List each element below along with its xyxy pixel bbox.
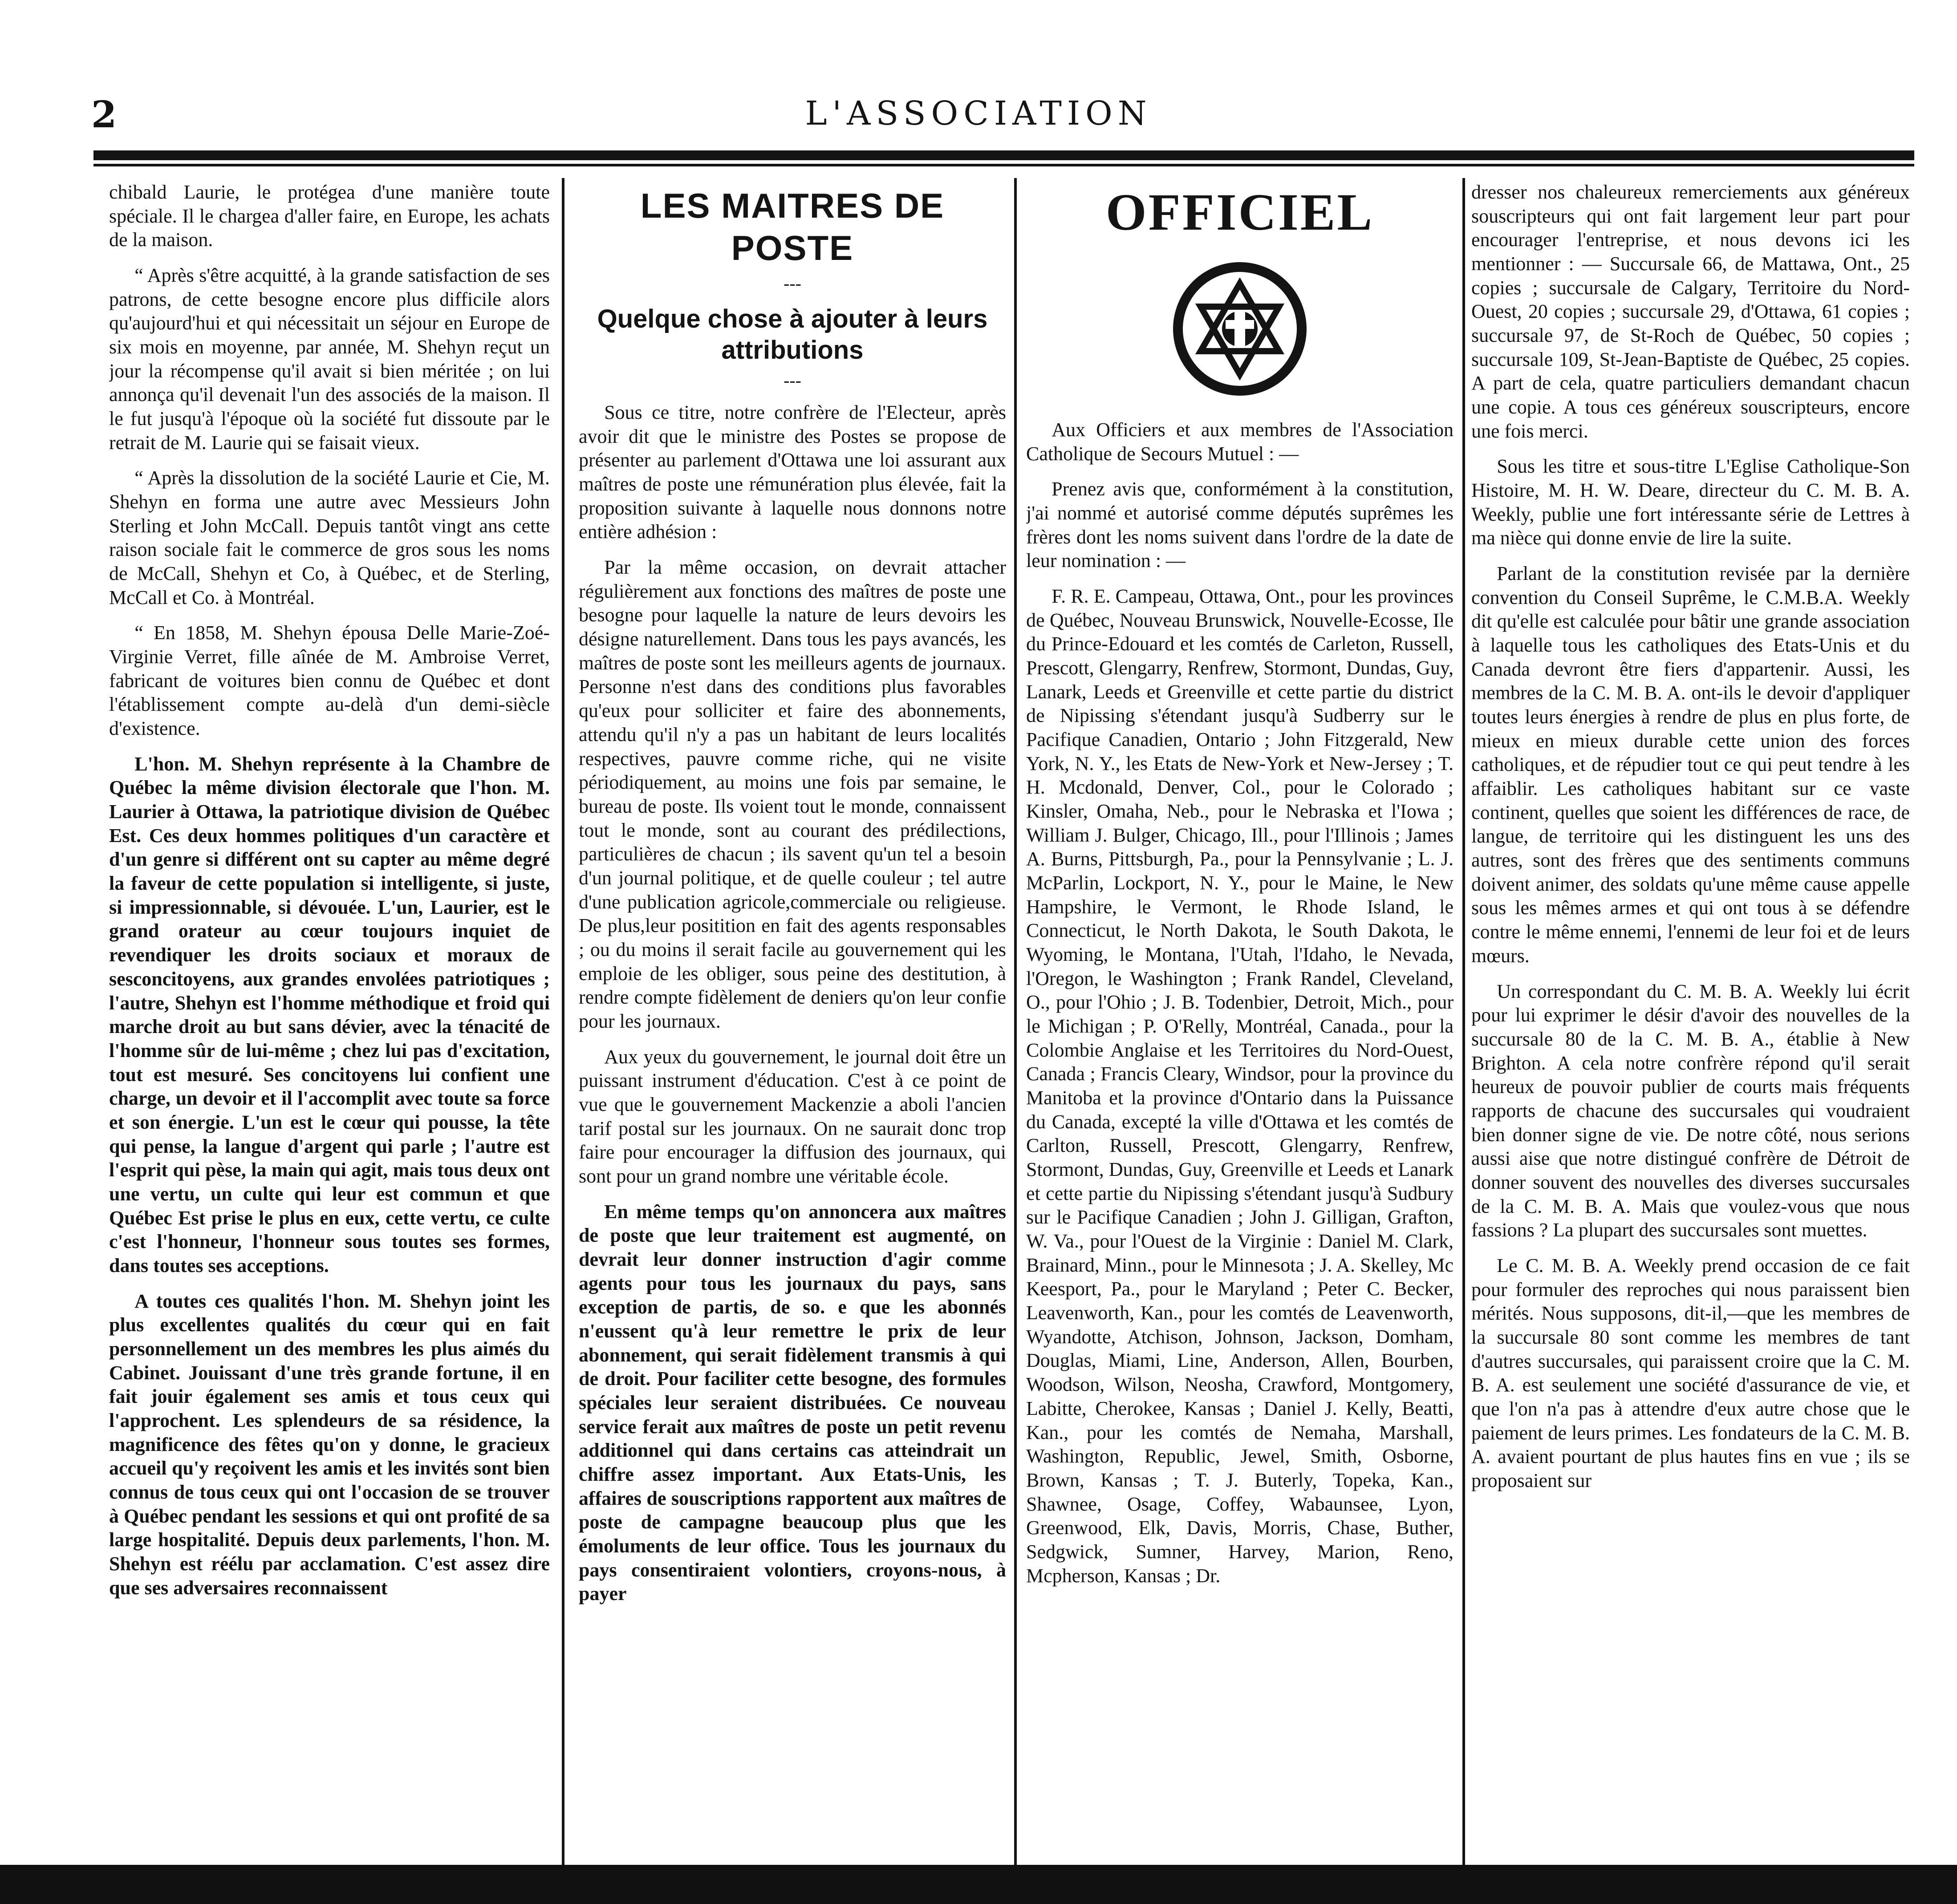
column-4 [1471, 180, 1910, 1863]
article-title: OFFICIEL [1105, 183, 1374, 241]
paragraph: “ Après s'être acquitté, à la grande satisfaction de ses patrons, de cette besogne encore plus difficile alors qu'aujourd'hui et qui nécessitait un séjour en Europe de six mois en moyenne, par année, M. Shehyn reçut un jour la récompense qu'il avait si bien méritée ; on lui annonça qu'il devenait l'un des associés de la maison. Il le fut jusqu'à l'époque où la société fut dissoute par le retrait de M. Laurie qui se faisait vieux. [109, 264, 550, 454]
paragraph: En même temps qu'on annoncera aux maîtres de poste que leur traitement est augmenté, on devrait leur donner instruction d'agir comme agents pour tous les journaux du pays, sans exception de partis, de so. e que les abonnés n'eussent qu'à leur remettre le prix de leur abonnement, qui serait fidèlement transmis à qui de droit. Pour faciliter cette besogne, des formules spéciales leur seraient distribuées. Ce nouveau service ferait aux maîtres de poste un petit revenu additionnel qui dans certains cas atteindrait un chiffre assez important. Aux Etats-Unis, les affaires de souscriptions rapportent aux maîtres de poste de campagne beaucoup plus que les émoluments de leur office. Tous les journaux du pays consentiraient volontiers, croyons-nous, à payer [579, 1200, 1006, 1605]
paragraph: Sous ce titre, notre confrère de l'Electeur, après avoir dit que le ministre des Postes se propose de présenter au parlement d'Ottawa une loi assurant aux maîtres de poste une rémunération plus élevée, fait la proposition suivante à laquelle nous donnons notre entière adhésion : [579, 401, 1006, 543]
column-3 [1026, 180, 1454, 1863]
page-number: 2 [91, 93, 117, 136]
paragraph: Un correspondant du C. M. B. A. Weekly lui écrit pour lui exprimer le désir d'avoir des nouvelles de la succursale 80 de la C. M. B. A., établie à New Brighton. A cela notre confrère répond qu'il serait heureux de pouvoir publier de courts mais fréquents rapports de chacune des succursales qui voudraient bien donner signe de vie. De notre côté, nous serions aussi aise que notre distingué confrère de Détroit de donner souvent des nouvelles des diverses succursales de la C. M. B. A. Mais que voulez-vous que nous fassions ? La plupart des succursales sont muettes. [1471, 980, 1910, 1241]
header-rule-thin [93, 164, 1914, 166]
paragraph: Par la même occasion, on devrait attacher régulièrement aux fonctions des maîtres de poste une besogne pour laquelle la nature de leurs devoirs les désigne naturellement. Dans tous les pays avancés, les maîtres de poste sont les meilleurs agents de journaux. Personne n'est dans des conditions plus favorables qu'eux pour solliciter et faire des abonnements, attendu qu'il n'y a pas un habitant de leurs localités respectives, pauvre comme riche, qui ne visite périodiquement, au moins une fois par semaine, le bureau de poste. Ils voient tout le monde, connaissent tout le monde, sont au courant des prédilections, particulières de chacun ; ils savent qu'un tel a besoin d'un journal politique, et de quelle couleur ; tel autre d'une publication agricole,commerciale ou religieuse. De plus,leur positition en fait des agents responsables ; ou du moins il serait facile au gouvernement qui les emploie de les obliger, sous peine des destitution, à rendre compte fidèlement de deniers qu'on leur confie pour les journaux. [579, 556, 1006, 1032]
paragraph: “ Après la dissolution de la société Laurie et Cie, M. Shehyn en forma une autre avec Messieurs John Sterling et John McCall. Depuis tantôt vingt ans cette raison sociale fait le commerce de gros sous les noms de McCall, Shehyn et Co, à Québec, et de Sterling, McCall et Co. à Montréal. [109, 467, 550, 608]
column-divider [1462, 178, 1465, 1869]
paragraph: A toutes ces qualités l'hon. M. Shehyn joint les plus excellentes qualités du cœur qui en fait personnellement un des membres les plus aimés du Cabinet. Jouissant d'une très grande fortune, il en fait jouir également ses amis et tous ceux qui l'approchent. Les splendeurs de sa résidence, la magnificence des fêtes qu'on y donne, le gracieux accueil qu'y reçoivent les amis et les invités sont bien connus de tous ceux qui ont l'occasion de se trouver à Québec pendant les sessions et qui ont profité de sa large hospitalité. Depuis deux parlements, l'hon. M. Shehyn est réélu par acclamation. C'est assez dire que ses adversaires reconnaissent [109, 1290, 550, 1599]
separator: --- [784, 273, 801, 294]
paragraph: Le C. M. B. A. Weekly prend occasion de ce fait pour formuler des reproches qui nous paraissent bien mérités. Nous supposons, dit-il,—que les membres de la succursale 80 sont comme les membres de tant d'autres succursales, qui paraissent croire que la C. M. B. A. est seulement une société d'assurance de vie, et que l'on n'a pas à attendre d'eux autre chose que le paiement de leurs primes. Les fondateurs de la C. M. B. A. avaient pourtant de plus hautes fins en vue ; ils se proposaient sur [1471, 1254, 1910, 1491]
paragraph: Aux yeux du gouvernement, le journal doit être un puissant instrument d'éducation. C'est à ce point de vue que le gouvernement Mackenzie a aboli l'ancien tarif postal sur les journaux. On ne saurait donc trop faire pour encourager la diffusion des journaux, qui sont pour un grand nombre une véritable école. [579, 1045, 1006, 1187]
scan-edge [0, 1865, 1957, 1904]
article-title: LES MAITRES DE POSTE [640, 186, 945, 268]
masthead: L'ASSOCIATION [805, 94, 1152, 133]
column-divider [562, 178, 564, 1869]
page-header [0, 89, 1957, 147]
paragraph: Sous les titre et sous-titre L'Eglise Catholique-Son Histoire, M. H. W. Deare, directeur du C. M. B. A. Weekly, publie une fort intéressante série de Lettres à ma nièce qui donne envie de lire la suite. [1471, 455, 1910, 549]
article-subtitle: Quelque chose à ajouter à leurs attributions [597, 304, 988, 365]
column-1 [109, 180, 550, 1863]
paragraph: chibald Laurie, le protégea d'une manière toute spéciale. Il le chargea d'aller faire, en Europe, les achats de la maison. [109, 181, 550, 251]
paragraph: Aux Officiers et aux membres de l'Association Catholique de Secours Mutuel : — [1026, 418, 1454, 465]
paragraph: F. R. E. Campeau, Ottawa, Ont., pour les provinces de Québec, Nouveau Brunswick, Nouvelle-Ecosse, Ile du Prince-Edouard et les comtés de Carleton, Russell, Prescott, Glengarry, Renfrew, Stormont, Dundas, Guy, Lanark, Leeds et Greenville et cette partie du district de Nipissing s'étendant jusqu'à Sudberry sur le Pacifique Canadien, Ontario ; John Fitzgerald, New York, N. Y., les Etats de New-York et New-Jersey ; T. H. Mcdonald, Denver, Col., pour le Colorado ; Kinsler, Omaha, Neb., pour le Nebraska et l'Iowa ; William J. Bulger, Chicago, Ill., pour l'Illinois ; James A. Burns, Pittsburgh, Pa., pour la Pennsylvanie ; L. J. McParlin, Lockport, N. Y., pour le Maine, le New Hampshire, le Vermont, le Rhode Island, le Connecticut, le North Dakota, le South Dakota, le Wyoming, le Montana, l'Utah, l'Idaho, le Nevada, l'Oregon, le Washington ; Frank Randel, Cleveland, O., pour l'Ohio ; J. B. Todenbier, Detroit, Mich., pour le Michigan ; P. O'Relly, Montréal, Canada., pour la Colombie Anglaise et les Territoires du Nord-Ouest, Canada ; Francis Cleary, Windsor, pour la province du Manitoba et la province d'Ontario dans la Puissance du Canada, excepté la ville d'Ottawa et les comtés de Carlton, Russell, Prescott, Glengarry, Renfrew, Stormont, Dundas, Guy, Greenville et Leeds et Lanark et cette partie du Nipissing s'étendant jusqu'à Sudbury sur le Pacifique Canadien ; John J. Gilligan, Grafton, W. Va., pour l'Ouest de la Virginie : Daniel M. Clark, Brainard, Minn., pour le Minnesota ; J. A. Skelley, Mc Keesport, Pa., pour le Maryland ; Peter C. Becker, Leavenworth, Kan., pour les comtés de Leavenworth, Wyandotte, Atchison, Johnson, Jackson, Domham, Douglas, Miami, Line, Anderson, Allen, Bourben, Woodson, Wilson, Neosha, Crawford, Montgomery, Labitte, Cherokee, Kansas ; Daniel J. Kelly, Beatti, Kan., pour les comtés de Nemaha, Marshall, Washington, Republic, Jewel, Smith, Osborne, Brown, Kansas ; T. J. Buterly, Topeka, Kan., Shawnee, Osage, Coffey, Wabaunsee, Lyon, Greenwood, Elk, Davis, Morris, Chase, Buther, Sedgwick, Sumner, Harvey, Marion, Reno, Mcpherson, Kansas ; Dr. [1026, 585, 1454, 1587]
paragraph: “ En 1858, M. Shehyn épousa Delle Marie-Zoé-Virginie Verret, fille aînée de M. Ambroise Verret, fabricant de voitures bien connu de Québec et dont l'établissement compte au-delà d'un demi-siècle d'existence. [109, 622, 550, 740]
paragraph: L'hon. M. Shehyn représente à la Chambre de Québec la même division électorale que l'hon. M. Laurier à Ottawa, la patriotique division de Québec Est. Ces deux hommes politiques d'un caractère et d'un genre si différent ont su capter au même degré la faveur de cette population si intelligente, si juste, si impressionnable, si dévouée. L'un, Laurier, est le grand orateur au cœur toujours inquiet de revendiquer les droits sociaux et moraux de sesconcitoyens, aux grandes envolées patriotiques ; l'autre, Shehyn est l'homme méthodique et froid qui marche droit au but sans dévier, avec la ténacité de l'homme sûr de lui-même ; chez lui pas d'excitation, tout est mesuré. Ses concitoyens lui confient une charge, un devoir et il l'accomplit avec toute sa force et son énergie. L'un est le cœur qui pousse, la tête qui pense, la langue d'argent qui parle ; l'autre est l'esprit qui pèse, la main qui agit, mais tous deux ont une vertu, un culte qui leur est commun et que Québec Est prise le plus en eux, cette vertu, ce culte c'est l'honneur, l'honneur sous toutes ses formes, dans toutes ses acceptions. [109, 753, 550, 1276]
star-of-david-emblem-icon [1169, 258, 1311, 400]
header-rule [93, 150, 1914, 160]
paragraph: Prenez avis que, conformément à la constitution, j'ai nommé et autorisé comme députés suprêmes les frères dont les noms suivent dans l'ordre de la date de leur nomination : — [1026, 478, 1454, 572]
paragraph: dresser nos chaleureux remerciements aux généreux souscripteurs qui ont fait largement leur part pour encourager l'entreprise, et nous devons ici les mentionner : — Succursale 66, de Mattawa, Ont., 25 copies ; succursale de Calgary, Territoire du Nord-Ouest, 20 copies ; succursale 29, d'Ottawa, 61 copies ; succursale 97, de St-Roch de Québec, 50 copies ; succursale 109, St-Jean-Baptiste de Québec, 25 copies. A part de cela, quatre particuliers demandant chacun une copie. A tous ces généreux souscripteurs, encore une fois merci. [1471, 181, 1910, 442]
column-divider [1014, 178, 1017, 1869]
paragraph: Parlant de la constitution revisée par la dernière convention du Conseil Suprême, le C.M.B.A. Weekly dit qu'elle est calculée pour bâtir une grande association à laquelle tous les catholiques des Etats-Unis et du Canada devront être fiers d'appartenir. Aussi, les membres de la C. M. B. A. ont-ils le devoir d'appliquer toutes leurs énergies à rendre de plus en plus forte, de mieux en mieux durable cette union des forces catholiques, et de répudier tout ce qui peut tendre à les affaiblir. Les catholiques habitant sur ce vaste continent, quelles que soient les différences de race, de langue, de territoire qui les distinguent les uns des autres, sont des frères que des sentiments communs doivent animer, des soldats qu'une même cause appelle sous les mêmes armes et qui ont tous à se défendre contre le même ennemi, l'ennemi de leur foi et de leurs mœurs. [1471, 563, 1910, 967]
column-2 [579, 180, 1006, 1863]
separator: --- [784, 370, 801, 391]
